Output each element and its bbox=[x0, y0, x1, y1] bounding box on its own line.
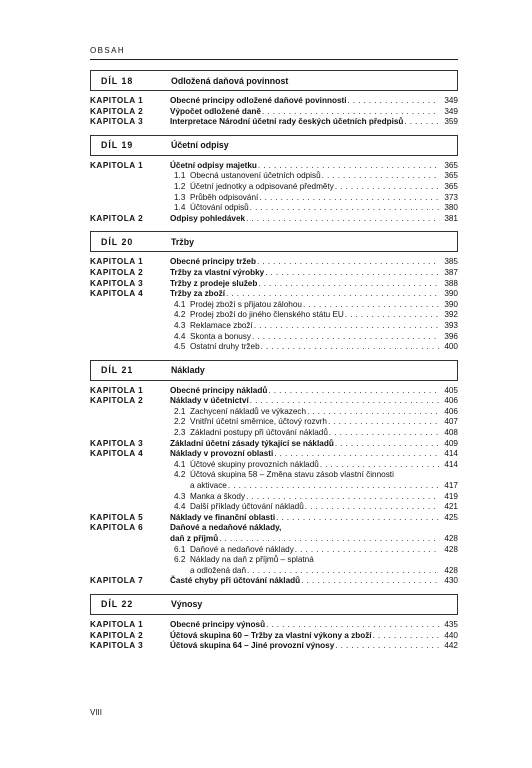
entry-list bbox=[90, 161, 458, 225]
dot-leader bbox=[250, 396, 439, 407]
section-entry bbox=[90, 555, 458, 566]
dot-leader bbox=[274, 449, 439, 460]
section-number: 1.2 bbox=[174, 181, 186, 191]
chapter-entry bbox=[90, 117, 458, 128]
entry-title: Obecné principy výnosů bbox=[170, 619, 266, 629]
chapter-label: KAPITOLA 3 bbox=[90, 641, 144, 651]
section-entry bbox=[90, 470, 458, 481]
page-ref: 365 bbox=[444, 160, 458, 170]
part-number: DÍL 19 bbox=[101, 140, 134, 151]
page-ref: 425 bbox=[444, 512, 458, 522]
entry-list bbox=[90, 620, 458, 652]
section-entry bbox=[90, 407, 458, 418]
section-number: 4.2 bbox=[174, 470, 186, 480]
chapter-entry bbox=[90, 214, 458, 225]
part-number: DÍL 18 bbox=[101, 75, 134, 86]
page-ref: 380 bbox=[444, 203, 458, 213]
chapter-entry bbox=[90, 449, 458, 460]
part-number: DÍL 20 bbox=[101, 236, 134, 247]
page-ref: 390 bbox=[444, 299, 458, 309]
chapter-label: KAPITOLA 3 bbox=[90, 117, 144, 127]
running-header: OBSAH bbox=[90, 46, 126, 55]
chapter-label: KAPITOLA 1 bbox=[90, 257, 144, 267]
page-number: VIII bbox=[90, 708, 103, 717]
part-number: DÍL 21 bbox=[101, 365, 134, 376]
chapter-entry bbox=[90, 289, 458, 300]
page-ref: 442 bbox=[444, 641, 458, 651]
section-number: 2.3 bbox=[174, 428, 186, 438]
chapter-label: KAPITOLA 1 bbox=[90, 160, 144, 170]
entry-title: Náklady v provozní oblasti bbox=[170, 449, 274, 459]
entry-title: Účetní odpisy majetku bbox=[170, 160, 257, 170]
part-title: Tržby bbox=[171, 236, 194, 247]
page-ref: 406 bbox=[444, 406, 458, 416]
entry-title: daň z příjmů bbox=[170, 534, 219, 543]
chapter-label: KAPITOLA 2 bbox=[90, 213, 144, 223]
page-ref: 392 bbox=[444, 310, 458, 320]
page-ref: 409 bbox=[444, 438, 458, 448]
dot-leader bbox=[258, 161, 439, 172]
page-ref: 414 bbox=[444, 459, 458, 469]
chapter-label: KAPITOLA 6 bbox=[90, 523, 144, 533]
entry-title: Manka a škody bbox=[190, 491, 246, 501]
chapter-label: KAPITOLA 2 bbox=[90, 630, 144, 640]
section-entry bbox=[90, 203, 458, 214]
dot-leader bbox=[246, 492, 439, 503]
header-rule bbox=[90, 59, 458, 60]
page-ref: 419 bbox=[444, 491, 458, 501]
chapter-entry bbox=[90, 96, 458, 107]
entry-title: Zachycení nákladů ve výkazech bbox=[190, 406, 307, 416]
page-ref: 359 bbox=[444, 117, 458, 127]
chapter-label: KAPITOLA 1 bbox=[90, 385, 144, 395]
section-entry bbox=[90, 545, 458, 556]
entry-title: Obecné principy tržeb bbox=[170, 257, 256, 267]
section-entry bbox=[90, 342, 458, 353]
page-ref: 385 bbox=[444, 257, 458, 267]
page-ref: 405 bbox=[444, 385, 458, 395]
chapter-label: KAPITOLA 2 bbox=[90, 106, 144, 116]
entry-title: Daňové a nedaňové náklady, bbox=[170, 523, 282, 533]
dot-leader bbox=[247, 566, 439, 577]
page-ref: 407 bbox=[444, 417, 458, 427]
dot-leader bbox=[335, 182, 439, 193]
page-ref: 365 bbox=[444, 171, 458, 181]
entry-title: Průběh odpisování bbox=[190, 192, 259, 202]
section-number: 4.1 bbox=[174, 459, 186, 469]
entry-title: Účtová skupina 64 – Jiné provozní výnosy bbox=[170, 641, 335, 651]
part-heading bbox=[90, 231, 458, 252]
part-heading bbox=[90, 594, 458, 615]
part-heading bbox=[90, 70, 458, 91]
entry-title: Vnitřní účetní směrnice, účtový rozvrh bbox=[190, 417, 327, 427]
dot-leader bbox=[265, 268, 439, 279]
dot-leader bbox=[257, 257, 439, 268]
section-number: 4.5 bbox=[174, 342, 186, 352]
entry-title: Obecné principy odložené daňové povinnosti bbox=[170, 96, 347, 105]
entry-title: Účetní jednotky a odpisované předměty bbox=[190, 181, 334, 191]
chapter-entry bbox=[90, 439, 458, 450]
page-ref: 390 bbox=[444, 289, 458, 299]
dot-leader bbox=[335, 439, 439, 450]
entry-title: Účtová skupina 58 – Změna stavu zásob vlastní činnosti bbox=[190, 470, 394, 480]
part-heading bbox=[90, 360, 458, 381]
page-ref: 349 bbox=[444, 96, 458, 105]
page-ref: 400 bbox=[444, 342, 458, 352]
section-entry bbox=[90, 182, 458, 193]
dot-leader bbox=[276, 513, 439, 524]
entry-title: Tržby za zboží bbox=[170, 289, 226, 299]
part-title: Náklady bbox=[171, 365, 205, 376]
section-number: 4.2 bbox=[174, 310, 186, 320]
section-entry bbox=[90, 171, 458, 182]
page-ref: 414 bbox=[444, 449, 458, 459]
chapter-entry bbox=[90, 396, 458, 407]
entry-title: Tržby za vlastní výrobky bbox=[170, 267, 265, 277]
page-ref: 396 bbox=[444, 331, 458, 341]
page-ref: 430 bbox=[444, 576, 458, 586]
part-number: DÍL 22 bbox=[101, 599, 134, 610]
section-number: 4.1 bbox=[174, 299, 186, 309]
entry-title: Časté chyby při účtování nákladů bbox=[170, 576, 301, 586]
section-entry bbox=[90, 332, 458, 343]
dot-leader bbox=[261, 342, 439, 353]
dot-leader bbox=[250, 203, 439, 214]
dot-leader bbox=[335, 641, 439, 652]
dot-leader bbox=[252, 332, 439, 343]
chapter-label: KAPITOLA 4 bbox=[90, 449, 144, 459]
section-entry bbox=[90, 417, 458, 428]
entry-title: Obecná ustanovení účetních odpisů bbox=[190, 171, 321, 181]
dot-leader bbox=[258, 279, 439, 290]
entry-title: Náklady na daň z příjmů – splatná bbox=[190, 555, 314, 565]
dot-leader bbox=[404, 117, 439, 128]
section-number: 1.4 bbox=[174, 203, 186, 213]
dot-leader bbox=[320, 460, 439, 471]
dot-leader bbox=[262, 107, 439, 118]
section-entry bbox=[90, 566, 458, 577]
chapter-label: KAPITOLA 4 bbox=[90, 289, 144, 299]
chapter-entry bbox=[90, 161, 458, 172]
chapter-label: KAPITOLA 2 bbox=[90, 396, 144, 406]
chapter-label: KAPITOLA 3 bbox=[90, 278, 144, 288]
page-ref: 373 bbox=[444, 192, 458, 202]
chapter-label: KAPITOLA 1 bbox=[90, 619, 144, 629]
dot-leader bbox=[268, 386, 439, 397]
section-entry bbox=[90, 460, 458, 471]
chapter-label: KAPITOLA 1 bbox=[90, 96, 144, 105]
dot-leader bbox=[322, 171, 439, 182]
section-number: 4.4 bbox=[174, 502, 186, 512]
entry-list bbox=[90, 257, 458, 352]
page-ref: 440 bbox=[444, 630, 458, 640]
entry-title: Odpisy pohledávek bbox=[170, 213, 246, 223]
chapter-label: KAPITOLA 7 bbox=[90, 576, 144, 586]
section-number: 4.4 bbox=[174, 331, 186, 341]
dot-leader bbox=[259, 193, 439, 204]
part-title: Odložená daňová povinnost bbox=[171, 75, 289, 86]
section-entry bbox=[90, 321, 458, 332]
chapter-entry bbox=[90, 279, 458, 290]
dot-leader bbox=[345, 310, 439, 321]
chapter-label: KAPITOLA 2 bbox=[90, 267, 144, 277]
page-ref: 428 bbox=[444, 565, 458, 575]
entry-title: Účtování odpisů bbox=[190, 203, 249, 213]
dot-leader bbox=[246, 214, 439, 225]
entry-title: Náklady ve finanční oblasti bbox=[170, 512, 276, 522]
dot-leader bbox=[373, 631, 439, 642]
page-ref: 387 bbox=[444, 267, 458, 277]
entry-title: Reklamace zboží bbox=[190, 320, 253, 330]
section-number: 6.2 bbox=[174, 555, 186, 565]
section-entry bbox=[90, 310, 458, 321]
entry-title: a odložená daň bbox=[190, 565, 246, 575]
dot-leader bbox=[226, 289, 439, 300]
section-number: 1.3 bbox=[174, 192, 186, 202]
entry-title: Základní účetní zásady týkající se nákladů bbox=[170, 438, 334, 448]
section-entry bbox=[90, 481, 458, 492]
entry-title: Daňové a nedaňové náklady bbox=[190, 544, 294, 554]
section-entry bbox=[90, 428, 458, 439]
dot-leader bbox=[348, 96, 439, 107]
section-entry bbox=[90, 502, 458, 513]
table-of-contents bbox=[90, 70, 458, 652]
section-entry bbox=[90, 193, 458, 204]
page-ref: 388 bbox=[444, 278, 458, 288]
section-number: 6.1 bbox=[174, 544, 186, 554]
entry-title: Účtová skupina 60 – Tržby za vlastní výkony a zboží bbox=[170, 630, 372, 640]
section-entry bbox=[90, 300, 458, 311]
section-number: 4.3 bbox=[174, 320, 186, 330]
entry-title: Výpočet odložené daně bbox=[170, 106, 261, 116]
section-number: 1.1 bbox=[174, 171, 186, 181]
dot-leader bbox=[266, 620, 439, 631]
dot-leader bbox=[301, 576, 439, 587]
entry-title: a aktivace bbox=[190, 481, 227, 491]
section-number: 2.1 bbox=[174, 406, 186, 416]
section-number: 2.2 bbox=[174, 417, 186, 427]
entry-title: Základní postupy při účtování nákladů bbox=[190, 428, 328, 438]
entry-list bbox=[90, 386, 458, 587]
chapter-entry bbox=[90, 107, 458, 118]
chapter-label: KAPITOLA 3 bbox=[90, 438, 144, 448]
entry-title: Ostatní druhy tržeb bbox=[190, 342, 260, 352]
dot-leader bbox=[328, 417, 439, 428]
chapter-entry bbox=[90, 641, 458, 652]
dot-leader bbox=[228, 481, 439, 492]
chapter-entry bbox=[90, 386, 458, 397]
page-ref: 421 bbox=[444, 502, 458, 512]
entry-title: Interpretace Národní účetní rady českých účetních předpisů bbox=[170, 117, 404, 127]
dot-leader bbox=[305, 502, 439, 513]
page-ref: 428 bbox=[444, 534, 458, 543]
entry-title: Prodej zboží s přijatou zálohou bbox=[190, 299, 302, 309]
dot-leader bbox=[307, 407, 439, 418]
part-heading bbox=[90, 135, 458, 156]
entry-title: Prodej zboží do jiného členského státu EU bbox=[190, 310, 344, 320]
chapter-entry bbox=[90, 268, 458, 279]
page-ref: 428 bbox=[444, 544, 458, 554]
page-ref: 381 bbox=[444, 213, 458, 223]
section-number: 4.3 bbox=[174, 491, 186, 501]
entry-title: Další příklady účtování nákladů bbox=[190, 502, 304, 512]
page-ref: 365 bbox=[444, 181, 458, 191]
chapter-entry bbox=[90, 257, 458, 268]
chapter-entry bbox=[90, 523, 458, 534]
chapter-entry bbox=[90, 576, 458, 587]
page-ref: 393 bbox=[444, 320, 458, 330]
dot-leader bbox=[329, 428, 439, 439]
entry-title: Skonta a bonusy bbox=[190, 331, 251, 341]
entry-title: Tržby z prodeje služeb bbox=[170, 278, 258, 288]
entry-title: Náklady v účetnictví bbox=[170, 396, 249, 406]
dot-leader bbox=[303, 300, 439, 311]
chapter-entry bbox=[90, 631, 458, 642]
entry-list bbox=[90, 96, 458, 128]
chapter-entry bbox=[90, 620, 458, 631]
dot-leader bbox=[295, 545, 439, 556]
dot-leader bbox=[254, 321, 439, 332]
entry-title: Obecné principy nákladů bbox=[170, 385, 268, 395]
page-ref: 435 bbox=[444, 619, 458, 629]
page-ref: 408 bbox=[444, 428, 458, 438]
dot-leader bbox=[219, 534, 439, 545]
page-ref: 349 bbox=[444, 106, 458, 116]
section-entry bbox=[90, 492, 458, 503]
chapter-entry bbox=[90, 534, 458, 545]
part-title: Účetní odpisy bbox=[171, 140, 229, 151]
page-ref: 406 bbox=[444, 396, 458, 406]
page-ref: 417 bbox=[444, 481, 458, 491]
entry-title: Účtové skupiny provozních nákladů bbox=[190, 459, 319, 469]
chapter-label: KAPITOLA 5 bbox=[90, 512, 144, 522]
chapter-entry bbox=[90, 513, 458, 524]
part-title: Výnosy bbox=[171, 599, 203, 610]
